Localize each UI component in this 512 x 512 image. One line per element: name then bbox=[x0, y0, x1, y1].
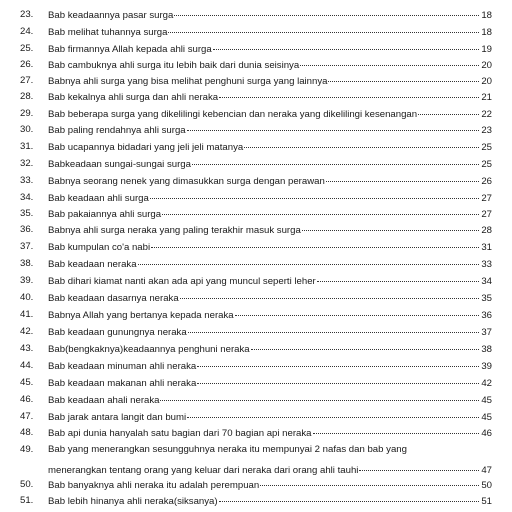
dot-leader bbox=[302, 220, 479, 231]
toc-row bbox=[0, 222, 512, 238]
page-number: 20 bbox=[481, 76, 492, 87]
toc-row bbox=[0, 139, 512, 155]
entry-number: 44. bbox=[20, 360, 34, 371]
dot-leader bbox=[180, 288, 479, 299]
entry-number: 34. bbox=[20, 192, 34, 203]
entry-title: Bab paling rendahnya ahli surga bbox=[48, 125, 186, 136]
dot-leader bbox=[151, 237, 479, 248]
entry-title: Bab firmannya Allah kepada ahli surga bbox=[48, 44, 212, 55]
dot-leader bbox=[235, 305, 479, 316]
toc-row bbox=[0, 290, 512, 306]
page-number: 51 bbox=[481, 496, 492, 507]
entry-number: 32. bbox=[20, 158, 34, 169]
entry-number: 36. bbox=[20, 224, 34, 235]
entry-number: 23. bbox=[20, 9, 34, 20]
entry-title: Bab kekalnya ahli surga dan ahli neraka bbox=[48, 92, 219, 103]
entry-title: Bab ucapannya bidadari yang jeli jeli matanya bbox=[48, 142, 244, 153]
entry-number: 43. bbox=[20, 343, 34, 354]
entry-title: Bab banyaknya ahli neraka itu adalah perempuan bbox=[48, 480, 260, 491]
entry-number: 25. bbox=[20, 43, 34, 54]
entry-number: 35. bbox=[20, 208, 34, 219]
entry-number: 48. bbox=[20, 427, 34, 438]
entry-title: Bab beberapa surga yang dikelilingi kebencian dan neraka yang dikelilingi kesenangan bbox=[48, 109, 418, 120]
entry-title: Bab keadaan makanan ahli neraka bbox=[48, 378, 197, 389]
page-number: 33 bbox=[481, 259, 492, 270]
page-number: 31 bbox=[481, 242, 492, 253]
entry-title: Babnya ahli surga neraka yang paling terakhir masuk surga bbox=[48, 225, 301, 236]
dot-leader bbox=[300, 55, 479, 66]
toc-row bbox=[0, 239, 512, 255]
toc-row bbox=[0, 358, 512, 374]
entry-number: 42. bbox=[20, 326, 34, 337]
entry-number: 38. bbox=[20, 258, 34, 269]
page-number: 25 bbox=[481, 142, 492, 153]
page-number: 22 bbox=[481, 109, 492, 120]
page-number: 26 bbox=[481, 176, 492, 187]
dot-leader bbox=[192, 154, 479, 165]
entry-number: 33. bbox=[20, 175, 34, 186]
toc-row bbox=[0, 425, 512, 441]
page-number: 39 bbox=[481, 361, 492, 372]
page-number: 50 bbox=[481, 480, 492, 491]
entry-title: Bab keadaan ahli surga bbox=[48, 193, 149, 204]
dot-leader bbox=[260, 475, 479, 486]
entry-number: 27. bbox=[20, 75, 34, 86]
dot-leader bbox=[160, 390, 479, 401]
entry-number: 50. bbox=[20, 479, 34, 490]
entry-title: Babnya Allah yang bertanya kepada neraka bbox=[48, 310, 234, 321]
toc-row bbox=[0, 392, 512, 408]
page-number: 35 bbox=[481, 293, 492, 304]
toc-row bbox=[0, 493, 512, 509]
entry-number: 41. bbox=[20, 309, 34, 320]
toc-row bbox=[0, 122, 512, 138]
dot-leader bbox=[213, 39, 479, 50]
entry-title-line-1: Bab yang menerangkan sesungguhnya neraka itu mempunyai 2 nafas dan bab yang bbox=[48, 444, 407, 455]
dot-leader bbox=[138, 254, 479, 265]
entry-number: 30. bbox=[20, 124, 34, 135]
dot-leader bbox=[317, 271, 479, 282]
entry-title: Bab cambuknya ahli surga itu lebih baik dari dunia seisinya bbox=[48, 60, 300, 71]
dot-leader bbox=[150, 188, 479, 199]
entry-title: Bab pakaiannya ahli surga bbox=[48, 209, 162, 220]
page-number: 45 bbox=[481, 412, 492, 423]
toc-row bbox=[0, 156, 512, 172]
entry-number: 29. bbox=[20, 108, 34, 119]
entry-title: Bab keadaan minuman ahli neraka bbox=[48, 361, 197, 372]
entry-number: 51. bbox=[20, 495, 34, 506]
entry-title: Bab dihari kiamat nanti akan ada api yang muncul seperti leher bbox=[48, 276, 316, 287]
entry-number: 49. bbox=[20, 444, 34, 455]
page-number: 36 bbox=[481, 310, 492, 321]
entry-number: 40. bbox=[20, 292, 34, 303]
dot-leader bbox=[326, 171, 479, 182]
entry-title: Babnya ahli surga yang bisa melihat penghuni surga yang lainnya bbox=[48, 76, 328, 87]
dot-leader bbox=[197, 373, 479, 384]
dot-leader bbox=[187, 407, 479, 418]
entry-title: Bab keadaan dasarnya neraka bbox=[48, 293, 179, 304]
entry-number: 24. bbox=[20, 26, 34, 37]
toc-row bbox=[0, 324, 512, 340]
page-number: 20 bbox=[481, 60, 492, 71]
toc-row bbox=[0, 341, 512, 357]
page-number: 47 bbox=[481, 465, 492, 476]
dot-leader bbox=[174, 5, 479, 16]
page-number: 34 bbox=[481, 276, 492, 287]
toc-row bbox=[0, 173, 512, 189]
page-number: 37 bbox=[481, 327, 492, 338]
page-number: 46 bbox=[481, 428, 492, 439]
page-number: 25 bbox=[481, 159, 492, 170]
page-number: 27 bbox=[481, 209, 492, 220]
page-number: 42 bbox=[481, 378, 492, 389]
dot-leader bbox=[162, 204, 479, 215]
page-number: 23 bbox=[481, 125, 492, 136]
dot-leader bbox=[197, 356, 479, 367]
dot-leader bbox=[328, 71, 479, 82]
page-number: 19 bbox=[481, 44, 492, 55]
dot-leader bbox=[244, 137, 479, 148]
toc-entry bbox=[48, 493, 492, 510]
entry-number: 37. bbox=[20, 241, 34, 252]
entry-number: 39. bbox=[20, 275, 34, 286]
dot-leader bbox=[251, 339, 479, 350]
entry-number: 45. bbox=[20, 377, 34, 388]
dot-leader bbox=[168, 22, 479, 33]
entry-title: Bab api dunia hanyalah satu bagian dari 70 bagian api neraka bbox=[48, 428, 312, 439]
dot-leader bbox=[188, 322, 479, 333]
page-number: 38 bbox=[481, 344, 492, 355]
entry-number: 28. bbox=[20, 91, 34, 102]
entry-number: 31. bbox=[20, 141, 34, 152]
toc-row bbox=[0, 89, 512, 105]
entry-title: Bab lebih hinanya ahli neraka(siksanya) bbox=[48, 496, 218, 507]
toc-row bbox=[0, 24, 512, 40]
dot-leader bbox=[219, 491, 479, 502]
page-number: 21 bbox=[481, 92, 492, 103]
entry-title: Bab keadaan neraka bbox=[48, 259, 137, 270]
dot-leader bbox=[187, 120, 479, 131]
toc-row bbox=[0, 307, 512, 323]
dot-leader bbox=[219, 87, 479, 98]
entry-title: Bab keadaannya pasar surga bbox=[48, 10, 174, 21]
entry-title: Bab jarak antara langit dan bumi bbox=[48, 412, 187, 423]
entry-number: 46. bbox=[20, 394, 34, 405]
entry-title: Bab keadaan ahali neraka bbox=[48, 395, 160, 406]
dot-leader bbox=[313, 423, 479, 434]
toc-entry bbox=[48, 425, 492, 442]
page-number: 18 bbox=[481, 27, 492, 38]
entry-title: Babkeadaan sungai-sungai surga bbox=[48, 159, 191, 170]
toc-row bbox=[0, 375, 512, 391]
entry-title-line-2: menerangkan tentang orang yang keluar dari neraka dari orang ahli tauhi bbox=[48, 465, 359, 476]
entry-number: 26. bbox=[20, 59, 34, 70]
page-number: 28 bbox=[481, 225, 492, 236]
entry-title: Babnya seorang nenek yang dimasukkan surga dengan perawan bbox=[48, 176, 325, 187]
page-number: 27 bbox=[481, 193, 492, 204]
toc-row bbox=[0, 7, 512, 23]
page-number: 45 bbox=[481, 395, 492, 406]
entry-title: Bab keadaan gunungnya neraka bbox=[48, 327, 187, 338]
entry-title: Bab(bengkaknya)keadaannya penghuni neraka bbox=[48, 344, 250, 355]
dot-leader bbox=[418, 104, 479, 115]
toc-row bbox=[0, 442, 512, 474]
entry-title: Bab kumpulan co'a nabi bbox=[48, 242, 151, 253]
page-number: 18 bbox=[481, 10, 492, 21]
entry-title: Bab melihat tuhannya surga bbox=[48, 27, 168, 38]
toc-row bbox=[0, 256, 512, 272]
toc-entry-multiline bbox=[48, 442, 492, 479]
entry-number: 47. bbox=[20, 411, 34, 422]
toc-row bbox=[0, 273, 512, 289]
dot-leader bbox=[359, 460, 479, 471]
